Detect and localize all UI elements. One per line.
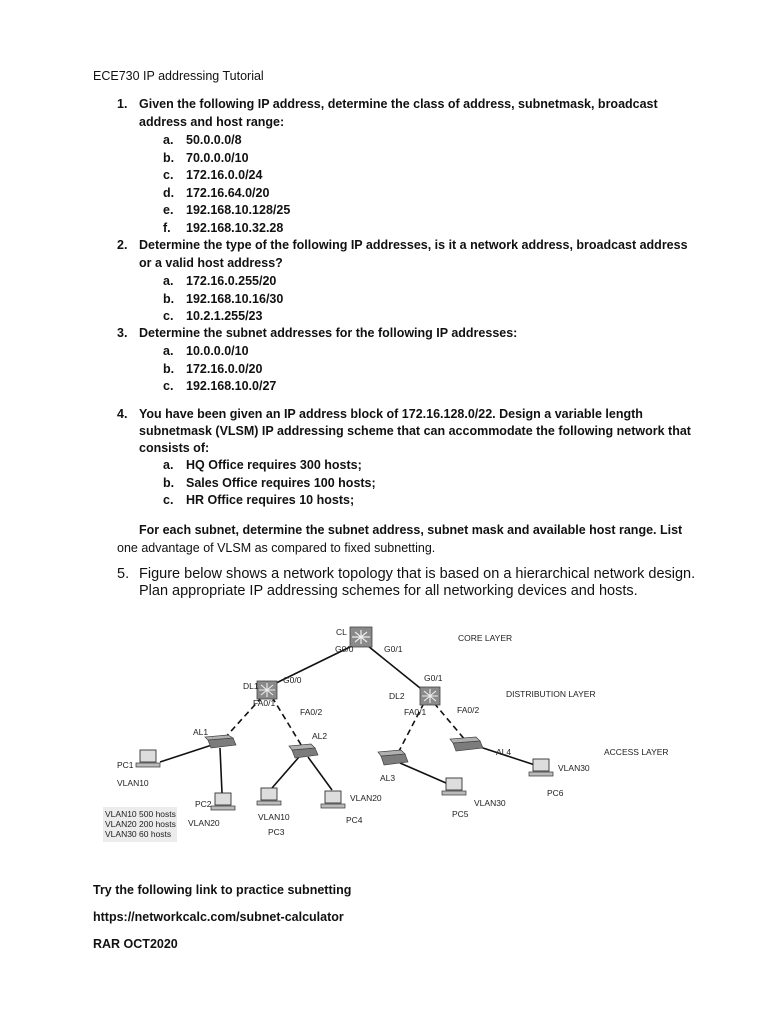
pc3-vlan-label: VLAN10 — [258, 812, 290, 822]
link-al2-pc3 — [272, 757, 299, 788]
cl-label: CL — [336, 627, 347, 637]
dl2-fa02-label: FA0/2 — [457, 705, 480, 715]
q3-item-text: 172.16.0.0/20 — [186, 361, 263, 376]
signature-text: RAR OCT2020 — [93, 937, 178, 951]
al3-label: AL3 — [380, 773, 396, 783]
dl2-fa01-label: FA0/1 — [404, 707, 427, 717]
dl1-g00-label: G0/0 — [283, 675, 302, 685]
q2-item-letter: a. — [163, 274, 174, 288]
q3-item-letter: a. — [163, 344, 174, 358]
q3-item-text: 192.168.10.0/27 — [186, 379, 277, 393]
access-switch-al2-icon — [289, 744, 318, 758]
q1-number: 1. — [117, 97, 128, 111]
pc2-label: PC2 — [195, 799, 212, 809]
vlan-legend-line-1: VLAN10 500 hosts — [105, 809, 176, 819]
q3-line1: Determine the subnet addresses for the following IP addresses: — [139, 326, 518, 340]
pc2-icon — [211, 793, 235, 810]
q2-item-text: 10.2.1.255/23 — [186, 309, 263, 323]
pc6-icon — [529, 759, 553, 776]
pc4-vlan-label: VLAN20 — [350, 793, 382, 803]
cl-g00-label: G0/0 — [335, 644, 354, 654]
q4-item-text: Sales Office requires 100 hosts; — [186, 475, 376, 490]
access-switch-al4-icon — [450, 737, 483, 751]
pc4-label: PC4 — [346, 815, 363, 825]
pc1-icon — [136, 750, 160, 767]
subnet-calculator-link[interactable]: https://networkcalc.com/subnet-calculator — [93, 910, 344, 924]
access-switch-al3-icon — [378, 750, 408, 765]
q4-item-text: HR Office requires 10 hosts; — [186, 493, 355, 507]
q3-item-letter: b. — [163, 361, 175, 376]
dl1-fa01-label: FA0/1 — [253, 698, 276, 708]
practice-text: Try the following link to practice subnetting — [93, 883, 352, 897]
core-layer-label: CORE LAYER — [458, 633, 513, 643]
q1-item-text: 172.16.0.0/24 — [186, 168, 263, 183]
q4-number: 4. — [117, 407, 128, 421]
q2-number: 2. — [117, 238, 128, 252]
q1-item-text: 192.168.10.32.28 — [186, 221, 284, 235]
topology-links — [160, 646, 535, 793]
q2-item-letter: c. — [163, 309, 174, 323]
pc6-vlan-label: VLAN30 — [558, 763, 590, 773]
q5-line2: Plan appropriate IP addressing schemes for all networking devices and hosts. — [139, 583, 638, 599]
q4-item-letter: a. — [163, 458, 174, 472]
distribution-switch-dl2-icon — [420, 687, 440, 705]
q3-item-text: 10.0.0.0/10 — [186, 344, 249, 358]
q2-line2: or a valid host address? — [139, 256, 283, 270]
pc3-label: PC3 — [268, 827, 285, 837]
q1-item-text: 70.0.0.0/10 — [186, 150, 249, 165]
q1-item-letter: a. — [163, 133, 174, 147]
q4-item-text: HQ Office requires 300 hosts; — [186, 458, 362, 472]
q4-para-line1: For each subnet, determine the subnet address, subnet mask and available host range. List — [139, 523, 683, 537]
pc2-vlan-label: VLAN20 — [188, 818, 220, 828]
q1-item-text: 50.0.0.0/8 — [186, 133, 242, 147]
access-layer-label: ACCESS LAYER — [604, 747, 669, 757]
dl1-label: DL1 — [243, 681, 259, 691]
q5-line1: Figure below shows a network topology that is based on a hierarchical network design. — [139, 566, 696, 582]
q3-number: 3. — [117, 326, 128, 340]
distribution-switch-dl1-icon — [257, 681, 277, 699]
q4-para-line2: one advantage of VLSM as compared to fixed subnetting. — [117, 541, 436, 555]
al4-label: AL4 — [496, 747, 512, 757]
link-al3-pc5 — [400, 763, 446, 783]
q1-item-letter: d. — [163, 185, 175, 200]
link-al1-pc2 — [220, 748, 222, 793]
q2-item-text: 172.16.0.255/20 — [186, 274, 277, 288]
q1-item-letter: b. — [163, 150, 175, 165]
dl2-label: DL2 — [389, 691, 405, 701]
q4-item-letter: b. — [163, 475, 175, 490]
q1-item-letter: f. — [163, 221, 171, 235]
pc5-icon — [442, 778, 466, 795]
pc1-label: PC1 — [117, 760, 134, 770]
q2-line1: Determine the type of the following IP addresses, is it a network address, broadcast address — [139, 238, 688, 252]
q1-item-letter: c. — [163, 168, 174, 183]
vlan-legend-line-3: VLAN30 60 hosts — [105, 829, 172, 839]
pc1-vlan-label: VLAN10 — [117, 778, 149, 788]
q2-item-letter: b. — [163, 291, 175, 306]
q2-item-text: 192.168.10.16/30 — [186, 291, 284, 306]
link-al1-pc1 — [160, 744, 215, 762]
cl-g01-label: G0/1 — [384, 644, 403, 654]
pc4-icon — [321, 791, 345, 808]
q1-item-text: 172.16.64.0/20 — [186, 185, 270, 200]
pc5-vlan-label: VLAN30 — [474, 798, 506, 808]
vlan-legend-line-2: VLAN20 200 hosts — [105, 819, 176, 829]
q1-item-letter: e. — [163, 203, 174, 218]
q4-item-letter: c. — [163, 493, 174, 507]
document-title: ECE730 IP addressing Tutorial — [93, 69, 264, 83]
pc5-label: PC5 — [452, 809, 469, 819]
q1-line2: address and host range: — [139, 115, 285, 129]
link-al2-pc4 — [308, 757, 332, 790]
pc6-label: PC6 — [547, 788, 564, 798]
pc3-icon — [257, 788, 281, 805]
q5-number: 5. — [117, 566, 130, 582]
q4-line1: You have been given an IP address block of 172.16.128.0/22. Design a variable length — [139, 407, 643, 421]
al2-label: AL2 — [312, 731, 328, 741]
link-dl1-al2 — [272, 697, 303, 748]
dl1-fa02-label: FA0/2 — [300, 707, 323, 717]
q3-item-letter: c. — [163, 379, 174, 393]
q4-line3: consists of: — [139, 441, 210, 455]
q1-item-text: 192.168.10.128/25 — [186, 203, 291, 218]
distribution-layer-label: DISTRIBUTION LAYER — [506, 689, 596, 699]
al1-label: AL1 — [193, 727, 209, 737]
dl2-g01-label: G0/1 — [424, 673, 443, 683]
q1-line1: Given the following IP address, determine the class of address, subnetmask, broadcast — [139, 97, 658, 111]
q4-line2: subnetmask (VLSM) IP addressing scheme that can accommodate the following network that — [139, 424, 691, 438]
